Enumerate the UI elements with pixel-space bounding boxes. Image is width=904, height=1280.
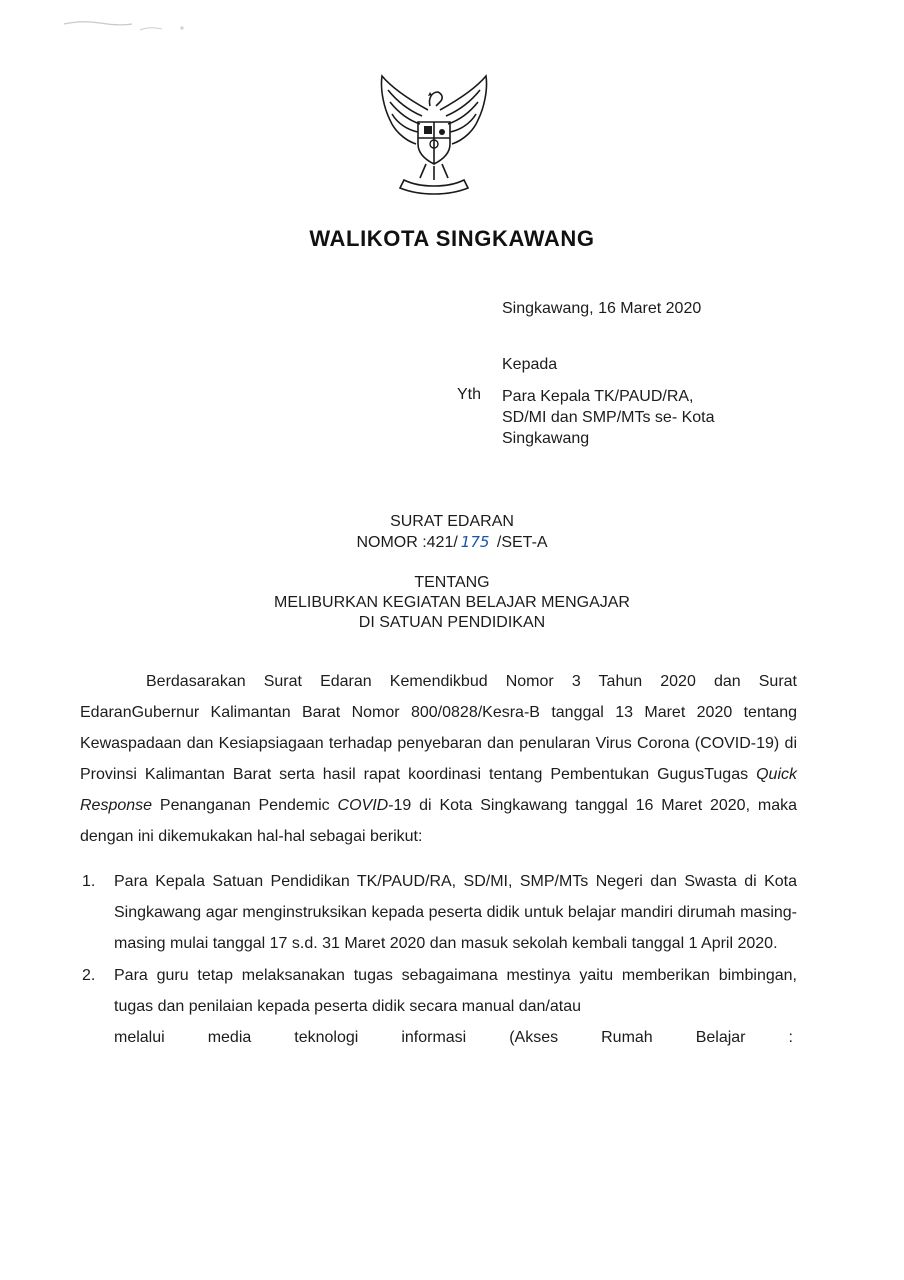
word: Rumah: [601, 1029, 653, 1046]
intro-text: -19 di Kota Singkawang tanggal 16 Maret 2020, maka dengan ini dikemukakan hal-hal sebagai berikut:: [80, 797, 798, 845]
subject-block: [0, 573, 904, 633]
recipient-line: Para Kepala TK/PAUD/RA,: [502, 388, 694, 405]
intro-paragraph: [80, 666, 797, 852]
handwritten-number: 175: [460, 533, 490, 551]
document-number: [0, 532, 904, 553]
recipient-block: [502, 386, 715, 449]
recipient-line: SD/MI dan SMP/MTs se- Kota: [502, 409, 715, 426]
document-type: SURAT EDARAN: [390, 513, 514, 530]
subject-line: DI SATUAN PENDIDIKAN: [358, 614, 546, 631]
word: media: [207, 1029, 252, 1046]
word: :: [788, 1029, 793, 1046]
word: melalui: [114, 1029, 165, 1046]
document-type-block: [0, 512, 904, 553]
word: teknologi: [294, 1029, 359, 1046]
intro-italic-text: COVID: [337, 797, 389, 814]
list-item-text: Para Kepala Satuan Pendidikan TK/PAUD/RA, SD/MI, SMP/MTs Negeri dan Swasta di Kota Singkawang agar menginstruksikan kepada peserta didik untuk belajar mandiri dirumah masing-masing mulai tanggal 17 s.d. 31 Maret 2020 dan masuk sekolah kembali tanggal 1 April 2020.: [114, 873, 797, 952]
list-item-last-line: [114, 1022, 797, 1053]
list-item-text: Para guru tetap melaksanakan tugas sebagaimana mestinya yaitu memberikan bimbingan, tugas dan penilaian kepada peserta didik secara manual dan/atau: [114, 967, 797, 1015]
word: (Akses: [509, 1029, 559, 1046]
list-item: [80, 960, 797, 1053]
scan-artifact: [62, 12, 202, 38]
subject-line: MELIBURKAN KEGIATAN BELAJAR MENGAJAR: [274, 594, 630, 611]
letter-body: [80, 666, 797, 1054]
intro-italic-text: Quick Response: [80, 766, 797, 814]
recipient-line: Singkawang: [502, 430, 590, 447]
yth-label: Yth: [457, 386, 482, 403]
place-date: Singkawang, 16 Maret 2020: [502, 300, 702, 317]
word: informasi: [401, 1029, 467, 1046]
page-title: [0, 226, 904, 252]
list-item-number: 2.: [82, 967, 96, 984]
list-item: [80, 866, 797, 959]
about-label: TENTANG: [414, 574, 490, 591]
intro-text: Berdasarakan Surat Edaran Kemendikbud Nomor 3 Tahun 2020 dan Surat EdaranGubernur Kalimantan Barat Nomor 800/0828/Kesra-B tanggal 13 Maret 2020 tentang Kewaspadaan dan Kesiapsiagaan terhadap penyebaran dan penularan Virus Corona (COVID-19) di Provinsi Kalimantan Barat serta hasil rapat koordinasi tentang Pembentukan GugusTugas: [80, 673, 797, 783]
instruction-list: [80, 866, 797, 1053]
word: Belajar: [695, 1029, 746, 1046]
addressee-label: Kepada: [502, 356, 558, 373]
garuda-emblem-icon: [370, 70, 498, 198]
letterhead-title: WALIKOTA SINGKAWANG: [309, 226, 595, 251]
list-item-number: 1.: [82, 873, 96, 890]
document-number-suffix: /SET-A: [492, 534, 548, 551]
intro-text: Penanganan Pendemic: [152, 797, 338, 814]
document-number-prefix: NOMOR :421/: [356, 534, 458, 551]
